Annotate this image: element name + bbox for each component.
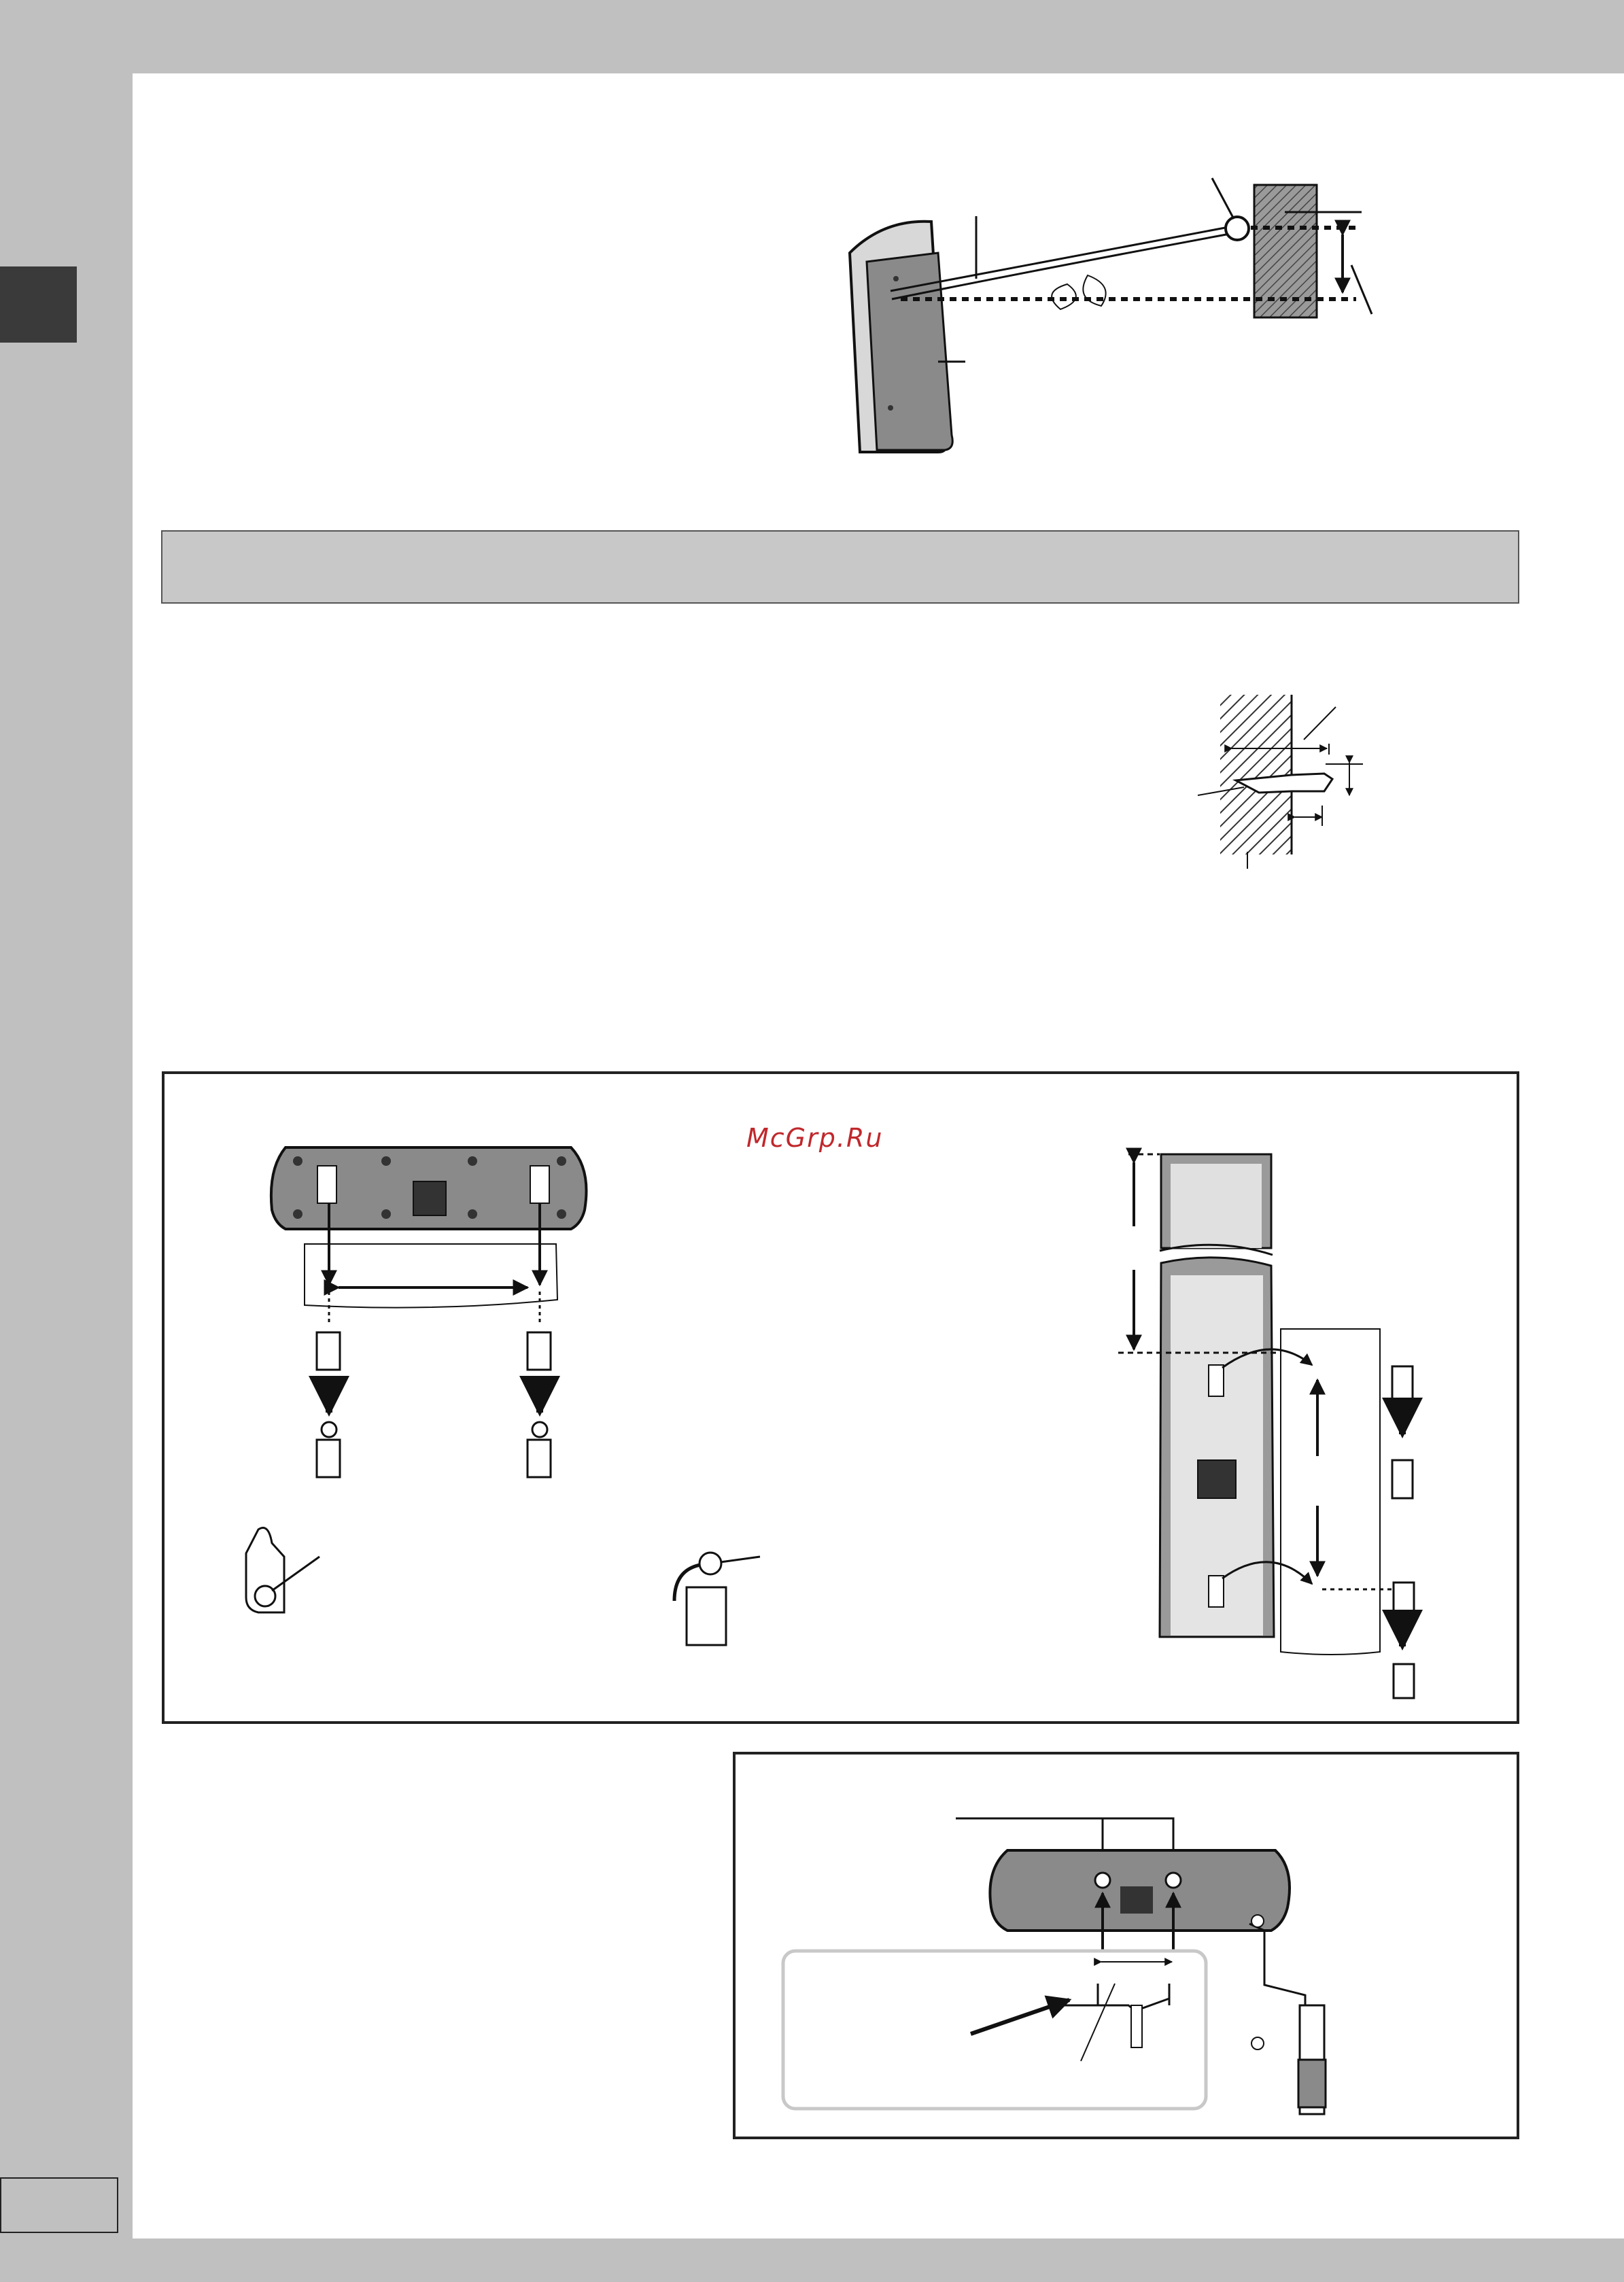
keyhole-detail-figures [246, 1528, 760, 1646]
tall-speaker-wall-figure [1118, 1154, 1414, 1698]
watermark-text: McGrp.Ru [746, 1123, 884, 1153]
screw-wall-figure [1198, 695, 1363, 869]
stand-attachment-figure [783, 1818, 1326, 2114]
center-speaker-wall-figure [271, 1147, 587, 1477]
fall-prevention-figure [850, 178, 1372, 452]
